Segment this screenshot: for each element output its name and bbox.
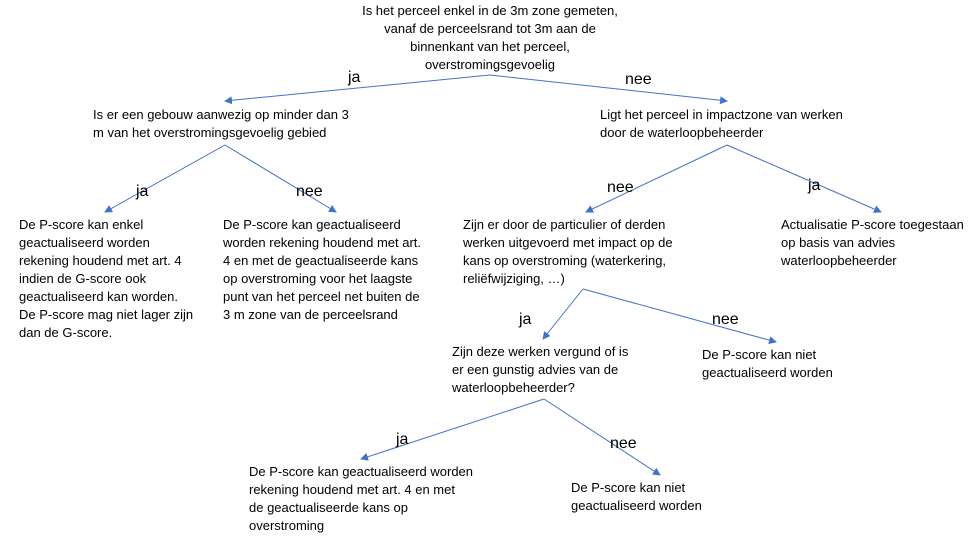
node-line: reliëfwijziging, …) — [463, 271, 565, 286]
node-line: werken uitgevoerd met impact op de — [463, 235, 673, 250]
node-line: m van het overstromingsgevoelig gebied — [93, 125, 327, 140]
node-line: punt van het perceel net buiten de — [223, 289, 420, 304]
edge-root-to-impact_question — [490, 75, 727, 101]
edge-building_question-to-outcome_lowest_point — [225, 145, 336, 212]
node-building-question — [93, 106, 349, 142]
node-private-works-question — [463, 216, 673, 288]
edge-label-root-nee: nee — [625, 71, 652, 88]
node-outcome-not-updated-1 — [702, 346, 833, 382]
node-line: De P-score mag niet lager zijn — [19, 307, 194, 322]
edge-label-building-ja: ja — [136, 183, 149, 200]
node-line: Ligt het perceel in impactzone van werken — [600, 107, 843, 122]
node-line: rekening houdend met art. 4 en met — [249, 482, 455, 497]
edge-label-impact-nee: nee — [607, 179, 634, 196]
edge-label-root-ja: ja — [348, 69, 361, 86]
edge-label-impact-ja: ja — [808, 177, 821, 194]
edge-private_works_question-to-permit_question — [543, 289, 583, 339]
edge-label-permit-ja: ja — [396, 431, 409, 448]
node-line: op basis van advies — [781, 235, 896, 250]
edge-permit_question-to-outcome_not_updated_2 — [544, 399, 660, 475]
node-line: De P-score kan geactualiseerd worden — [249, 464, 474, 479]
node-line: 3 m zone van de perceelsrand — [223, 307, 398, 322]
node-line: door de waterloopbeheerder — [600, 125, 764, 140]
edge-label-building-nee: nee — [296, 183, 323, 200]
node-line: De P-score kan enkel — [19, 217, 144, 232]
node-outcome-not-updated-2 — [571, 479, 702, 515]
node-permit-question — [452, 343, 628, 397]
node-line: waterloopbeheerder? — [452, 380, 575, 395]
node-line: 4 en met de geactualiseerde kans — [223, 253, 419, 268]
edge-permit_question-to-outcome_updated_art4 — [361, 399, 544, 459]
node-line: overstroming — [249, 518, 325, 533]
node-line: Is er een gebouw aanwezig op minder dan 3 — [93, 107, 349, 122]
node-line: de geactualiseerde kans op — [249, 500, 409, 515]
node-line: Is het perceel enkel in de 3m zone gemeten, — [362, 3, 618, 18]
node-line: vanaf de perceelsrand tot 3m aan de — [384, 21, 596, 36]
node-line: De P-score kan geactualiseerd — [223, 217, 401, 232]
edge-building_question-to-outcome_g_score — [105, 145, 225, 212]
node-line: Actualisatie P-score toegestaan — [781, 217, 964, 232]
node-line: er een gunstig advies van de — [452, 362, 619, 377]
node-line: geactualiseerd kan worden. — [19, 289, 178, 304]
node-outcome-g-score — [19, 216, 193, 342]
edge-private_works_question-to-outcome_not_updated_1 — [583, 289, 776, 342]
node-line: geactualiseerd worden — [702, 365, 833, 380]
edge-impact_question-to-outcome_advice — [727, 145, 881, 212]
node-outcome-advice — [781, 216, 964, 270]
node-line: Zijn deze werken vergund of is — [452, 344, 629, 359]
edge-label-permit-nee: nee — [610, 435, 637, 452]
node-line: kans op overstroming (waterkering, — [463, 253, 667, 268]
node-line: De P-score kan niet — [571, 480, 686, 495]
node-impact-question — [600, 106, 843, 142]
node-line: op overstroming voor het laagste — [223, 271, 413, 286]
node-line: worden rekening houdend met art. — [223, 235, 422, 250]
node-line: Zijn er door de particulier of derden — [463, 217, 666, 232]
node-line: geactualiseerd worden — [571, 498, 702, 513]
node-line: indien de G-score ook — [19, 271, 147, 286]
node-line: overstromingsgevoelig — [424, 57, 556, 72]
node-line: binnenkant van het perceel, — [410, 39, 570, 54]
node-line: waterloopbeheerder — [781, 253, 897, 268]
edge-label-works-ja: ja — [519, 311, 532, 328]
node-outcome-updated-art4 — [249, 463, 473, 535]
node-line: De P-score kan niet — [702, 347, 817, 362]
node-outcome-lowest-point — [223, 216, 421, 324]
edge-label-works-nee: nee — [712, 311, 739, 328]
node-line: geactualiseerd worden — [19, 235, 150, 250]
node-line: rekening houdend met art. 4 — [19, 253, 182, 268]
node-line: dan de G-score. — [19, 325, 113, 340]
node-root-question — [345, 2, 635, 74]
